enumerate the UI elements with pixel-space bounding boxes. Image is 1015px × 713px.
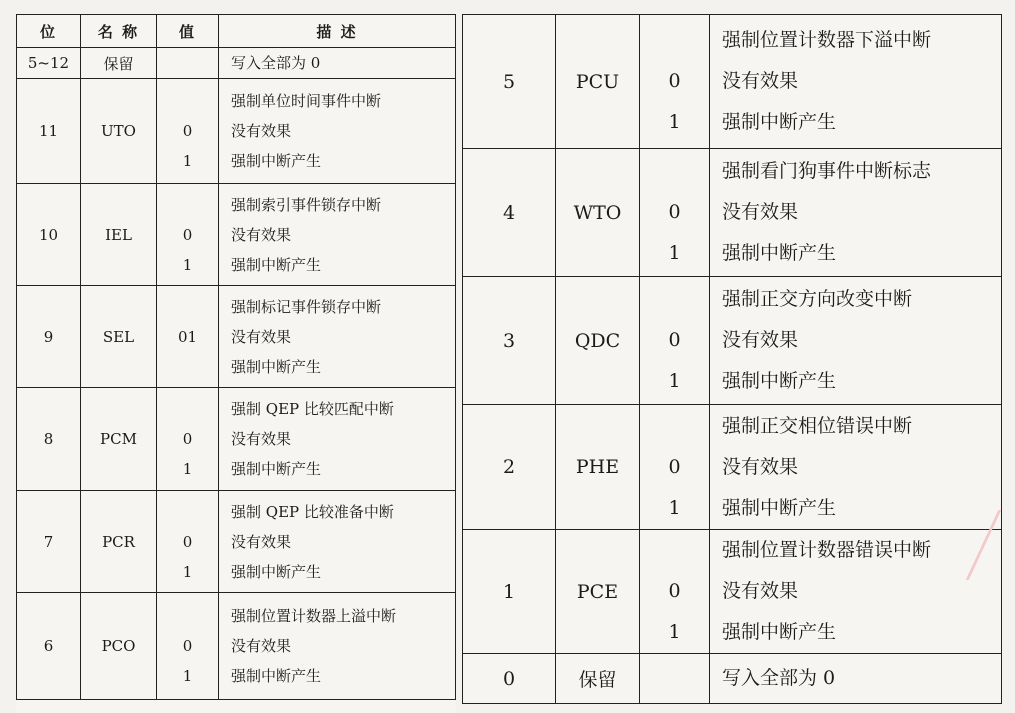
value-line: 1: [668, 621, 681, 643]
value-line: [640, 151, 709, 192]
header-bit: 位: [17, 15, 81, 48]
value-line: 0: [182, 637, 193, 655]
value-line: 0: [182, 430, 193, 448]
bit-cell: 1: [463, 530, 556, 654]
register-table-right: [462, 14, 1002, 704]
field-name-cell: PCR: [81, 491, 157, 593]
description-line: 没有效果: [231, 225, 292, 244]
value-line: 1: [668, 111, 681, 133]
bit-cell: 2: [463, 405, 556, 530]
description-line: 强制中断产生: [722, 621, 837, 643]
bit-cell: 8: [17, 388, 81, 491]
description-line: 强制中断产生: [231, 255, 322, 274]
description-line: 强制中断产生: [722, 370, 837, 392]
field-name-cell: 保留: [81, 48, 157, 79]
table-row: [463, 405, 1002, 530]
description-line: 没有效果: [722, 455, 799, 478]
value-cell: [640, 277, 710, 405]
description-line: 强制中断产生: [231, 562, 322, 581]
description-cell: [219, 48, 456, 79]
description-line: 强制位置计数器上溢中断: [231, 607, 397, 625]
description-line: 没有效果: [231, 430, 292, 448]
table-header-row: [17, 15, 456, 48]
bit-cell: 9: [17, 286, 81, 388]
value-line: [157, 48, 218, 78]
value-line: 0: [668, 201, 681, 223]
value-cell: [157, 79, 219, 184]
description-cell: [219, 79, 456, 184]
field-name-cell: PCM: [81, 388, 157, 491]
value-line: 0: [668, 455, 681, 478]
value-line: [157, 497, 218, 527]
value-cell: [640, 15, 710, 149]
header-description: 描 述: [219, 15, 456, 48]
description-cell: [710, 15, 1002, 149]
value-line: [157, 394, 218, 424]
value-line: 0: [668, 70, 681, 92]
table-row: [463, 15, 1002, 149]
value-line: 0: [668, 580, 681, 602]
value-line: 01: [177, 327, 198, 346]
value-cell: [157, 48, 219, 79]
field-name-cell: PCE: [556, 530, 640, 654]
register-table-left: [16, 14, 456, 713]
value-cell: [157, 184, 219, 286]
value-line: [157, 190, 218, 220]
value-cell: [640, 530, 710, 654]
value-line: [157, 292, 218, 322]
field-name-cell: PCU: [556, 15, 640, 149]
value-line: [157, 601, 218, 631]
description-line: 写入全部为 0: [231, 54, 321, 72]
description-line: 强制中断产生: [722, 111, 837, 133]
table-row: [463, 277, 1002, 405]
description-cell: [219, 184, 456, 286]
table-row: [17, 388, 456, 491]
description-line: 强制中断产生: [231, 357, 322, 376]
value-line: [157, 86, 218, 116]
description-line: 强制正交方向改变中断: [722, 288, 913, 310]
bit-cell: 5: [463, 15, 556, 149]
description-line: 强制单位时间事件中断: [231, 92, 382, 110]
value-line: [640, 658, 709, 699]
description-line: 没有效果: [231, 122, 292, 140]
field-name-cell: PHE: [556, 405, 640, 530]
value-line: 1: [668, 370, 681, 392]
description-cell: [710, 530, 1002, 654]
description-line: 没有效果: [722, 580, 799, 602]
value-line: 1: [182, 667, 193, 685]
table-row: [463, 149, 1002, 277]
value-line: 1: [182, 255, 193, 274]
value-cell: [640, 654, 710, 704]
description-line: 强制中断产生: [231, 152, 322, 170]
value-cell: [157, 286, 219, 388]
description-line: 强制中断产生: [231, 460, 322, 478]
value-cell: [640, 405, 710, 530]
description-cell: [219, 388, 456, 491]
value-cell: [640, 149, 710, 277]
value-line: 0: [182, 225, 193, 244]
table-row: [17, 593, 456, 700]
description-cell: [219, 593, 456, 700]
field-name-cell: PCO: [81, 593, 157, 700]
description-line: 强制 QEP 比较准备中断: [231, 502, 394, 521]
description-line: 没有效果: [722, 329, 799, 351]
field-name-cell: IEL: [81, 184, 157, 286]
description-line: 写入全部为 0: [722, 667, 836, 689]
value-line: 0: [668, 329, 681, 351]
description-cell: [710, 654, 1002, 704]
description-line: 没有效果: [722, 70, 799, 92]
value-line: 1: [668, 242, 681, 264]
value-line: 1: [182, 562, 193, 581]
table-row: [17, 286, 456, 388]
description-line: 强制位置计数器错误中断: [722, 539, 932, 561]
value-line: [640, 530, 709, 571]
value-cell: [157, 491, 219, 593]
description-cell: [710, 149, 1002, 277]
description-line: 强制索引事件锁存中断: [231, 195, 382, 214]
value-cell: [157, 388, 219, 491]
bit-cell: 5~12: [17, 48, 81, 79]
table-row: [463, 530, 1002, 654]
bit-cell: 6: [17, 593, 81, 700]
bit-cell: 0: [463, 654, 556, 704]
value-line: 0: [182, 122, 193, 140]
description-line: 强制中断产生: [722, 242, 837, 264]
description-line: 强制中断产生: [722, 496, 837, 519]
table-row: [17, 491, 456, 593]
field-name-cell: UTO: [81, 79, 157, 184]
table-row: [17, 184, 456, 286]
value-line: 1: [182, 460, 193, 478]
description-line: 强制 QEP 比较匹配中断: [231, 400, 394, 418]
description-line: 强制标记事件锁存中断: [231, 297, 382, 316]
field-name-cell: SEL: [81, 286, 157, 388]
description-line: 没有效果: [231, 327, 292, 346]
table-row: [463, 654, 1002, 704]
bit-cell: 10: [17, 184, 81, 286]
bit-cell: 7: [17, 491, 81, 593]
description-line: 强制正交相位错误中断: [722, 414, 913, 437]
value-line: 1: [182, 152, 193, 170]
description-line: 强制中断产生: [231, 667, 322, 685]
value-line: [157, 352, 218, 382]
description-cell: [710, 405, 1002, 530]
field-name-cell: 保留: [556, 654, 640, 704]
description-line: 强制位置计数器下溢中断: [722, 29, 932, 51]
bit-field-table-right: [462, 14, 1002, 704]
table-row: [17, 79, 456, 184]
description-cell: [710, 277, 1002, 405]
field-name-cell: WTO: [556, 149, 640, 277]
description-line: 没有效果: [231, 637, 292, 655]
header-name: 名 称: [81, 15, 157, 48]
header-value: 值: [157, 15, 219, 48]
bit-cell: 11: [17, 79, 81, 184]
field-name-cell: QDC: [556, 277, 640, 405]
value-line: [640, 406, 709, 447]
value-line: [640, 279, 709, 320]
value-line: [640, 20, 709, 61]
description-line: 强制看门狗事件中断标志: [722, 160, 932, 182]
value-line: 1: [668, 496, 681, 519]
bit-field-table-left: [16, 14, 456, 700]
description-line: 没有效果: [231, 532, 292, 551]
description-line: 没有效果: [722, 201, 799, 223]
bit-cell: 4: [463, 149, 556, 277]
description-cell: [219, 286, 456, 388]
table-row: [17, 48, 456, 79]
bit-cell: 3: [463, 277, 556, 405]
value-line: 0: [182, 532, 193, 551]
value-cell: [157, 593, 219, 700]
description-cell: [219, 491, 456, 593]
